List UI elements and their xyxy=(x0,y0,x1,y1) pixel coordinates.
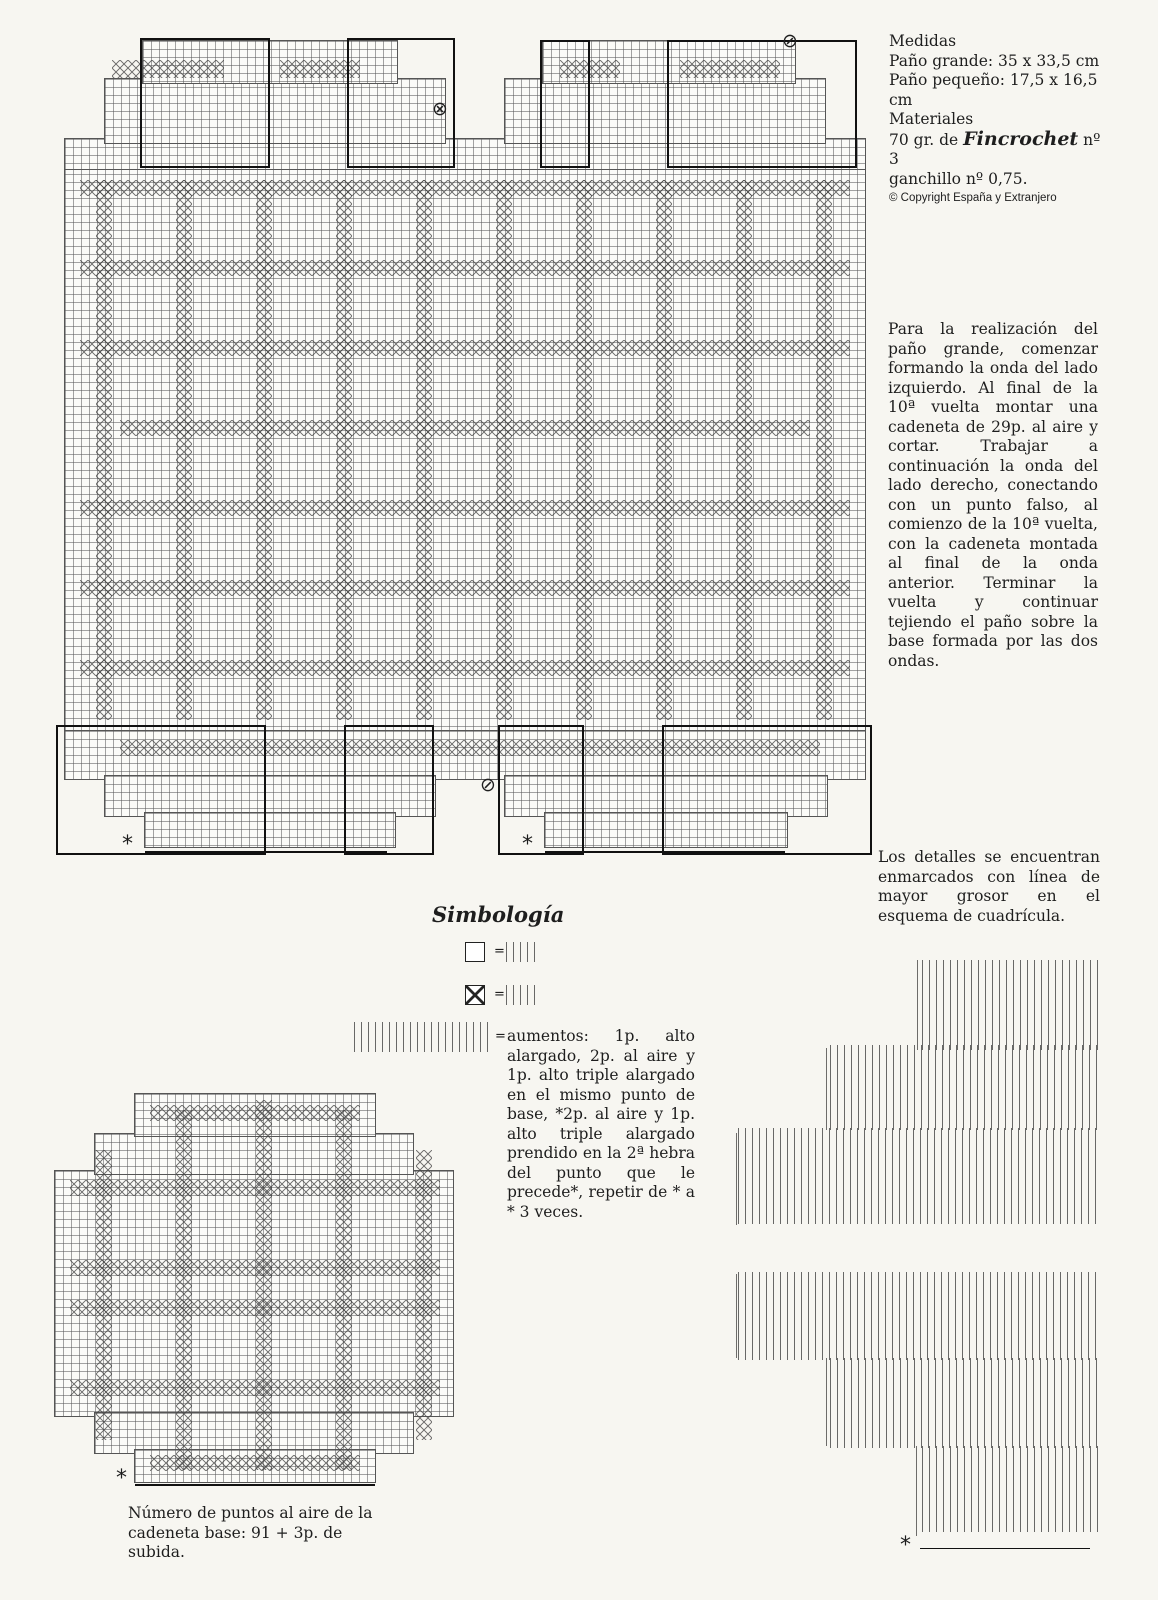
start-star-right: * xyxy=(522,832,533,857)
hook-size: ganchillo nº 0,75. xyxy=(889,169,1028,188)
open-square-icon xyxy=(465,942,485,962)
specs-block xyxy=(889,32,1109,209)
measures-label: Medidas xyxy=(889,32,957,50)
materials-label: Materiales xyxy=(889,110,974,128)
increase-stitch-icon xyxy=(354,1022,488,1052)
details-text: Los detalles se encuentran enmarcados con línea de mayor grosor en el esquema de cuadrícula. xyxy=(878,848,1100,925)
detail-frame-4 xyxy=(667,40,857,168)
open-square-eq: = xyxy=(494,944,505,959)
filled-square-icon xyxy=(465,985,485,1005)
copyright: © Copyright España y Extranjero xyxy=(889,192,1057,204)
increase-text: aumentos: 1p. alto alargado, 2p. al aire y 1p. alto triple alargado en el mismo punto de base, *2p. al aire y 1p. alto triple alargado prendido en la 2ª hebra del punto que le precede*, repetir de * a * 3 veces. xyxy=(507,1027,695,1221)
brand-name: Fincrochet xyxy=(963,127,1079,150)
small-size: Paño pequeño: 17,5 x 16,5 cm xyxy=(889,71,1098,109)
slip-mark-top: ⊘ xyxy=(782,30,798,52)
detail-frame-1 xyxy=(140,38,270,168)
small-chart-bottom-step xyxy=(94,1412,414,1454)
end-mark-top: ⊗ xyxy=(432,98,448,120)
small-start-star: * xyxy=(116,1466,127,1491)
detail-frame-3 xyxy=(540,40,590,168)
slip-mark-bottom: ⊘ xyxy=(480,774,496,796)
filled-square-eq: = xyxy=(494,987,505,1002)
open-square-stitch-icon xyxy=(506,942,536,962)
small-chart-note: Número de puntos al aire de la cadeneta base: 91 + 3p. de subida. xyxy=(128,1504,373,1561)
detail-frame-6 xyxy=(344,725,434,855)
start-star-left: * xyxy=(122,832,133,857)
detail-frame-7 xyxy=(498,725,584,855)
instructions-text: Para la realización del paño grande, comenzar formando la onda del lado izquierdo. Al final de la 10ª vuelta montar una cadeneta de 29p. al aire y cortar. Trabajar a continuación la onda del lado derecho, conectando con un punto falso, al comienzo de la 10ª vuelta, con la cadeneta montada al final de la onda anterior. Terminar la vuelta y continuar tejiendo el paño sobre la base formada por las dos ondas. xyxy=(888,320,1098,670)
material-suffix: nº 3 xyxy=(889,130,1101,168)
material-line xyxy=(889,127,1109,170)
large-size: Paño grande: 35 x 33,5 cm xyxy=(889,51,1100,70)
filled-square-stitch-icon xyxy=(506,985,538,1005)
small-chart-top-step xyxy=(94,1133,414,1175)
legend-title: Simbología xyxy=(432,902,565,927)
detail-frame-5 xyxy=(56,725,266,855)
detail-start-star: * xyxy=(900,1533,911,1558)
material-prefix: 70 gr. de xyxy=(889,130,959,149)
detail-frame-8 xyxy=(662,725,872,855)
increase-eq: = xyxy=(495,1029,506,1044)
